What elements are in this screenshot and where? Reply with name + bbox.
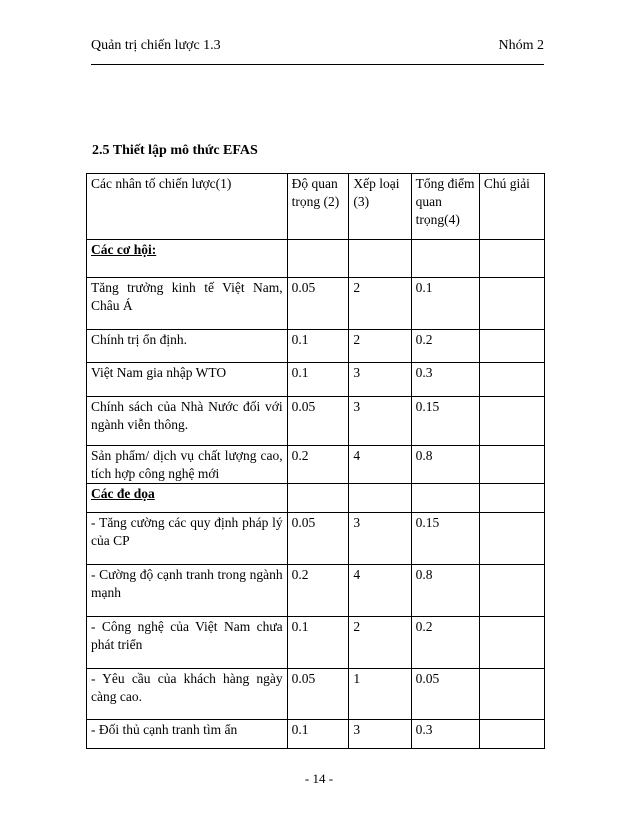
- table-row-section: [87, 484, 545, 513]
- column-header-weight: Độ quan trọng (2): [287, 174, 349, 240]
- table-row: Việt Nam gia nhập WTO 0.1 3 0.3: [87, 363, 545, 397]
- table-row: - Tăng cường các quy định pháp lý của CP 0.05 3 0.15: [87, 513, 545, 565]
- table-row: - Đối thủ cạnh tranh tìm ẩn 0.1 3 0.3: [87, 720, 545, 749]
- section-title: 2.5 Thiết lập mô thức EFAS: [92, 143, 258, 158]
- page-number: - 14 -: [304, 771, 334, 786]
- table-row: - Công nghệ của Việt Nam chưa phát triển 0.1 2 0.2: [87, 617, 545, 669]
- table-row: Chính sách của Nhà Nước đối với ngành viễn thông. 0.05 3 0.15: [87, 397, 545, 446]
- column-header-rating: Xếp loại (3): [349, 174, 411, 240]
- header-divider: [91, 64, 544, 65]
- table-row: Sản phẩm/ dịch vụ chất lượng cao, tích hợp công nghệ mới 0.2 4 0.8: [87, 446, 545, 484]
- column-header-comments: Chú giải: [479, 174, 544, 240]
- table-row: Chính trị ổn định. 0.1 2 0.2: [87, 330, 545, 363]
- column-header-factors: Các nhân tố chiến lược(1): [87, 174, 288, 240]
- efas-table: [86, 173, 545, 749]
- page-header: [91, 38, 544, 58]
- table-row-section: [87, 240, 545, 278]
- threats-label: Các đe dọa: [91, 486, 155, 501]
- header-group-name: Nhóm 2: [498, 38, 544, 53]
- table-row: Tăng trưởng kinh tế Việt Nam, Châu Á 0.05 2 0.1: [87, 278, 545, 330]
- table-row: - Cường độ cạnh tranh trong ngành mạnh 0.2 4 0.8: [87, 565, 545, 617]
- header-course-title: Quản trị chiến lược 1.3: [91, 38, 221, 53]
- table-row: - Yêu cầu của khách hàng ngày càng cao. 0.05 1 0.05: [87, 669, 545, 720]
- opportunities-label: Các cơ hội:: [91, 242, 157, 257]
- table-header-row: [87, 174, 545, 240]
- column-header-weighted-score: Tổng điểm quan trọng(4): [411, 174, 479, 240]
